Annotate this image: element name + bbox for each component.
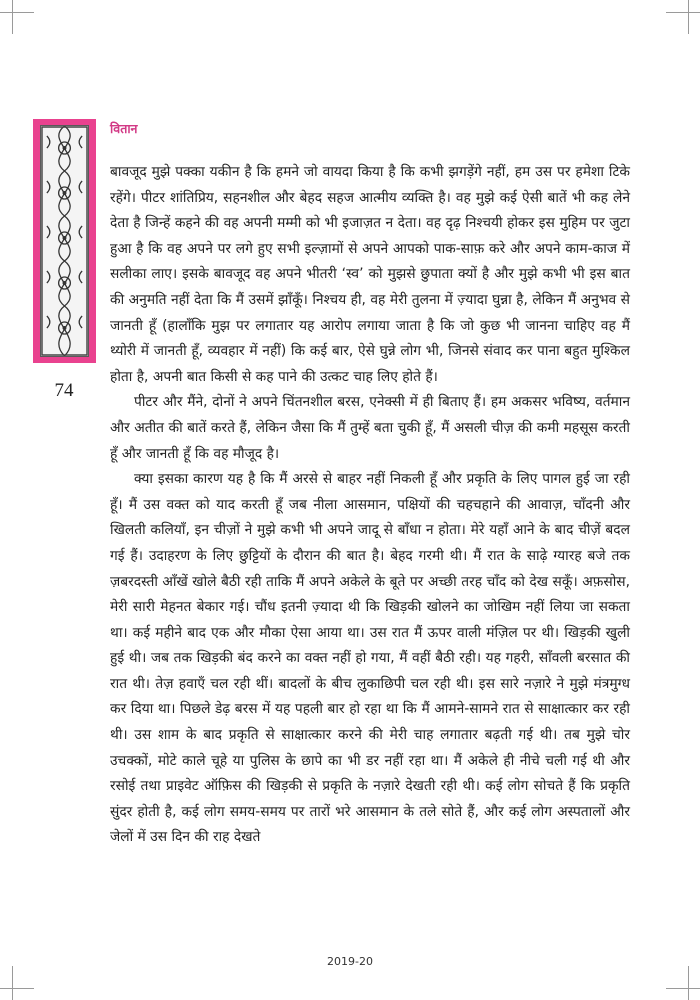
body-text <box>110 160 630 851</box>
crop-mark <box>0 12 34 13</box>
crop-mark <box>688 0 689 34</box>
section-title: वितान <box>110 121 138 136</box>
page-footer-year: 2019-20 <box>327 955 373 968</box>
crop-mark <box>688 966 689 1000</box>
crop-mark <box>666 988 700 989</box>
margin-ornament <box>33 119 96 363</box>
floral-vine-border-ornament-icon <box>41 126 88 356</box>
paragraph: क्या इसका कारण यह है कि मैं अरसे से बाहर नहीं निकली हूँ और प्रकृति के लिए पागल हुई जा रही हूँ। मैं उस वक्त को याद करती हूँ जब नीला आसमान, पक्षियों की चहचहाने की आवाज़, चाँदनी और खिलती कलियाँ, इन चीज़ों ने मुझे कभी भी अपने जादू से बाँधा न होता। मेरे यहाँ आने के बाद चीज़ें बदल गई हैं। उदाहरण के लिए छुट्टियों के दौरान की बात है। बेहद गरमी थी। मैं रात के साढ़े ग्यारह बजे तक ज़बरदस्ती आँखें खोले बैठी रही ताकि मैं अपने अकेले के बूते पर अच्छी तरह चाँद को देख सकूँ। अफ़सोस, मेरी सारी मेहनत बेकार गई। चौंध इतनी ज़्यादा थी कि खिड़की खोलने का जोखिम नहीं लिया जा सकता था। कई महीने बाद एक और मौका ऐसा आया था। उस रात मैं ऊपर वाली मंज़िल पर थी। खिड़की खुली हुई थी। जब तक खिड़की बंद करने का वक्त नहीं हो गया, मैं वहीं बैठी रही। यह गहरी, साँवली बरसात की रात थी। तेज़ हवाएँ चल रही थीं। बादलों के बीच लुकाछिपी चल रही थी। इस सारे नज़ारे ने मुझे मंत्रमुग्ध कर दिया था। पिछले डेढ़ बरस में यह पहली बार हो रहा था कि मैं आमने-सामने रात से साक्षात्कार कर रही थी। उस शाम के बाद प्रकृति से साक्षात्कार करने की मेरी चाह लगातार बढ़ती गई थी। तब मुझे चोर उचक्कों, मोटे काले चूहे या पुलिस के छापे का भी डर नहीं रहा था। मैं अकेले ही नीचे चली गई थी और रसोई तथा प्राइवेट ऑफ़िस की खिड़की से प्रकृति के नज़ारे देखती रही थी। कई लोग सोचते हैं कि प्रकृति सुंदर होती है, कई लोग समय-समय पर तारों भरे आसमान के तले सोते हैं, और कई लोग अस्पतालों और जेलों में उस दिन की राह देखते <box>110 471 630 846</box>
paragraph: बावजूद मुझे पक्का यकीन है कि हमने जो वायदा किया है कि कभी झगड़ेंगे नहीं, हम उस पर हमेशा टिके रहेंगे। पीटर शांतिप्रिय, सहनशील और बेहद सहज आत्मीय व्यक्ति है। वह मुझे कई ऐसी बातें भी कह लेने देता है जिन्हें कहने की वह अपनी मम्मी को भी इजाज़त न देता। वह दृढ़ निश्चयी होकर इस मुहिम पर जुटा हुआ है कि वह अपने पर लगे हुए सभी इल्ज़ामों से अपने आपको पाक-साफ़ करे और अपने काम-काज में सलीका लाए। इसके बावजूद वह अपने भीतरी ‘स्व’ को मुझसे छुपाता क्यों है और मुझे कभी भी इस बात की अनुमति नहीं देता कि मैं उसमें झाँकूँ। निश्चय ही, वह मेरी तुलना में ज़्यादा घुन्ना है, लेकिन मैं अनुभव से जानती हूँ (हालाँकि मुझ पर लगातार यह आरोप लगाया जाता है कि जो कुछ भी जानना चाहिए वह मैं थ्योरी में जानती हूँ, व्यवहार में नहीं) कि कई बार, ऐसे घुन्ने लोग भी, जिनसे संवाद कर पाना बहुत मुश्किल होता है, अपनी बात किसी से कह पाने की उत्कट चाह लिए होते हैं। <box>110 164 630 385</box>
crop-mark <box>12 966 13 1000</box>
crop-mark <box>666 12 700 13</box>
crop-mark <box>12 0 13 34</box>
paragraph: पीटर और मैंने, दोनों ने अपने चिंतनशील बरस, एनेक्सी में ही बिताए हैं। हम अकसर भविष्य, वर्तमान और अतीत की बातें करते हैं, लेकिन जैसा कि मैं तुम्हें बता चुकी हूँ, मैं असली चीज़ की कमी महसूस करती हूँ और जानती हूँ कि वह मौजूद है। <box>110 394 630 462</box>
crop-mark <box>0 988 34 989</box>
page-number: 74 <box>54 380 74 401</box>
